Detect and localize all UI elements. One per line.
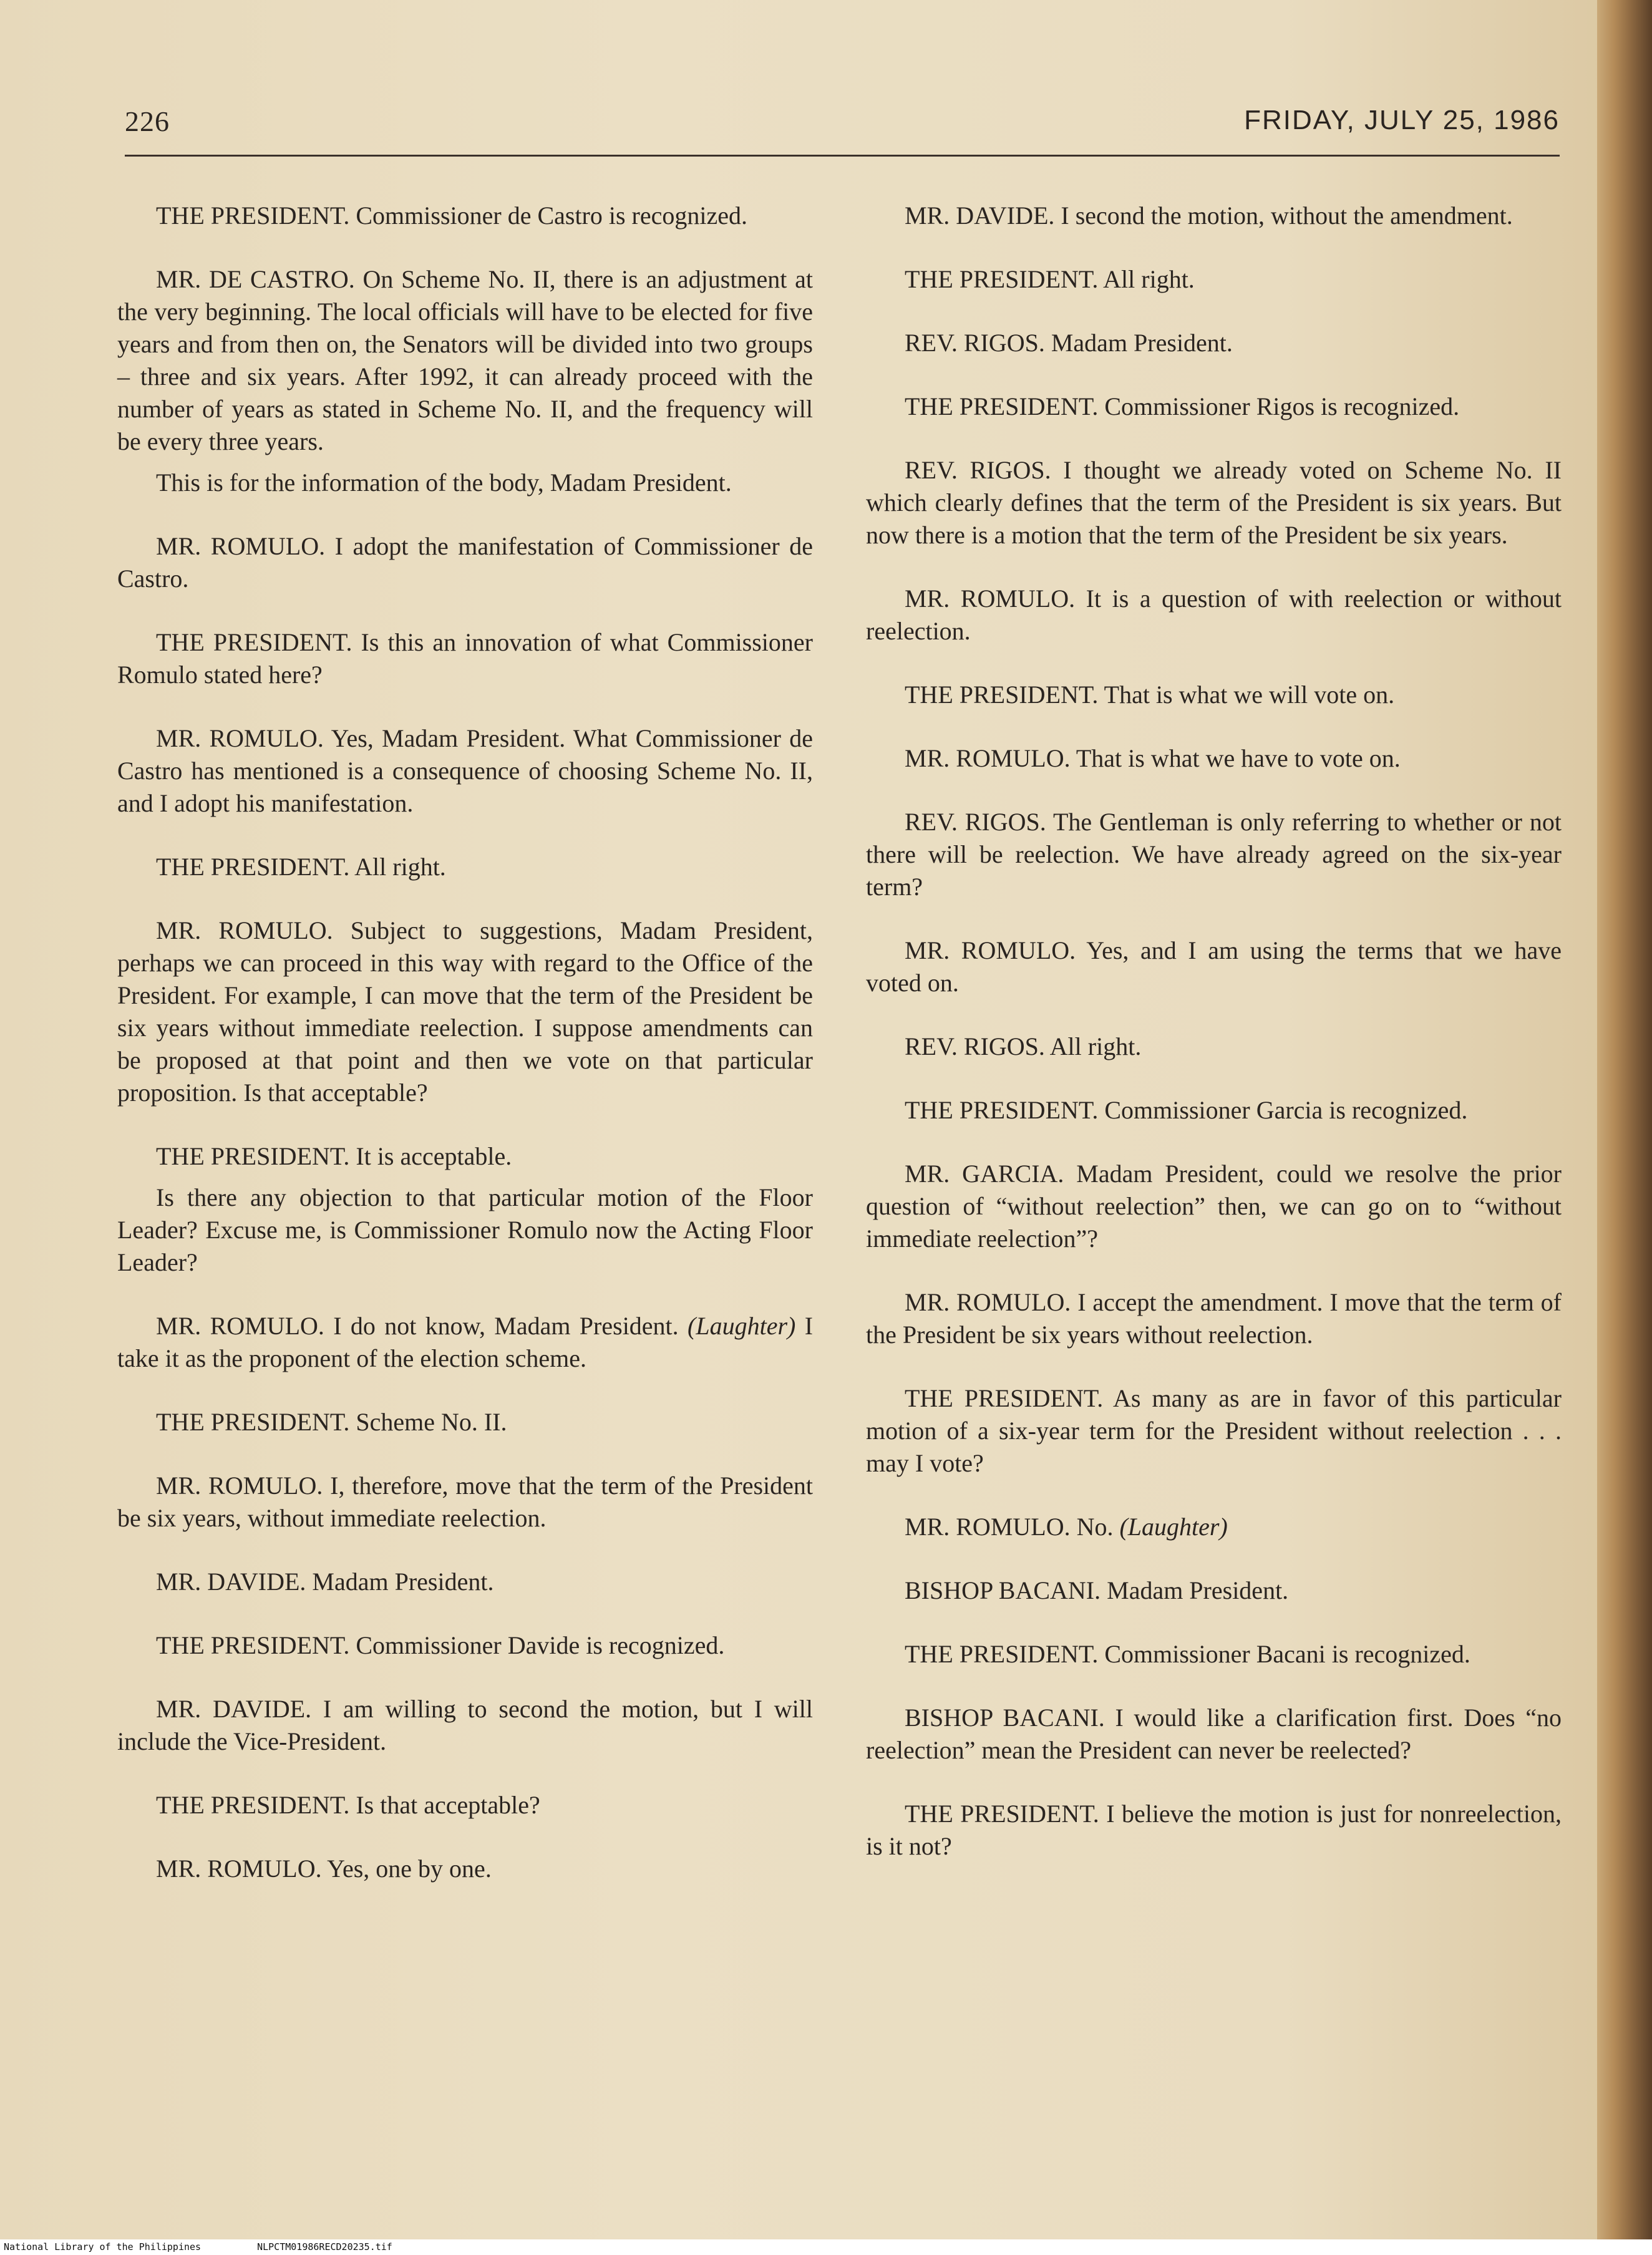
paragraph-text: THE PRESIDENT. Commissioner Garcia is recognized.	[905, 1096, 1468, 1124]
paragraph-text: BISHOP BACANI. I would like a clarification first. Does “no reelection” mean the President can never be reelected?	[866, 1704, 1562, 1764]
paragraph-text: REV. RIGOS. The Gentleman is only referring to whether or not there will be reelection. We have already agreed on the six-year term?	[866, 808, 1562, 901]
paragraph-text: Is there any objection to that particular motion of the Floor Leader? Excuse me, is Commissioner Romulo now the Acting Floor Leader?	[117, 1183, 813, 1276]
file-label: NLPCTM01986RECD20235.tif	[257, 2241, 392, 2253]
transcript-paragraph	[866, 390, 1562, 423]
transcript-paragraph	[866, 1382, 1562, 1480]
transcript-paragraph	[117, 467, 813, 499]
transcript-paragraph	[117, 1789, 813, 1821]
transcript-paragraph	[117, 200, 813, 232]
page-header	[125, 105, 1560, 155]
book-binding-edge	[1597, 0, 1652, 2239]
page-date: FRIDAY, JULY 25, 1986	[1244, 105, 1560, 135]
paragraph-text: This is for the information of the body, Madam President.	[156, 468, 732, 497]
paragraph-text: REV. RIGOS. I thought we already voted on Scheme No. II which clearly defines that the term of the President is six years. But now there is a motion that the term of the President be six years.	[866, 456, 1562, 549]
paragraph-text: THE PRESIDENT. That is what we will vote on.	[905, 681, 1395, 709]
right-column	[866, 200, 1562, 1894]
paragraph-text: THE PRESIDENT. I believe the motion is just for nonreelection, is it not?	[866, 1800, 1562, 1860]
transcript-paragraph	[866, 742, 1562, 775]
transcript-paragraph	[866, 454, 1562, 551]
transcript-paragraph	[866, 1158, 1562, 1255]
transcript-paragraph	[117, 1470, 813, 1535]
paragraph-text: THE PRESIDENT. All right.	[905, 265, 1195, 293]
paragraph-text: MR. DAVIDE. Madam President.	[156, 1568, 494, 1596]
stage-direction: (Laughter)	[1119, 1513, 1228, 1541]
transcript-paragraph	[117, 1566, 813, 1598]
transcript-paragraph	[866, 1031, 1562, 1063]
library-label: National Library of the Philippines	[4, 2241, 202, 2253]
scan-footer	[0, 2239, 1652, 2255]
paragraph-text: REV. RIGOS. All right.	[905, 1032, 1142, 1060]
transcript-paragraph	[866, 1638, 1562, 1671]
paragraph-text: THE PRESIDENT. Commissioner Davide is recognized.	[156, 1631, 725, 1659]
left-column	[117, 200, 813, 1916]
paragraph-text: MR. ROMULO. I, therefore, move that the term of the President be six years, without immediate reelection.	[117, 1472, 813, 1532]
transcript-paragraph	[866, 263, 1562, 296]
transcript-paragraph	[117, 626, 813, 691]
transcript-paragraph	[117, 1693, 813, 1758]
paragraph-text: MR. ROMULO. I accept the amendment. I move that the term of the President be six years without reelection.	[866, 1288, 1562, 1349]
paragraph-text: THE PRESIDENT. Is this an innovation of what Commissioner Romulo stated here?	[117, 628, 813, 689]
paragraph-text: MR. DAVIDE. I second the motion, without the amendment.	[905, 201, 1513, 230]
transcript-paragraph	[866, 1511, 1562, 1543]
paragraph-text: THE PRESIDENT. Is that acceptable?	[156, 1791, 540, 1819]
paragraph-text: THE PRESIDENT. Commissioner Bacani is recognized.	[905, 1640, 1470, 1668]
paragraph-text: MR. ROMULO. Yes, one by one.	[156, 1855, 492, 1883]
paragraph-text: THE PRESIDENT. As many as are in favor of this particular motion of a six-year term for the President without reelection . . . may I vote?	[866, 1384, 1562, 1477]
paragraph-text: MR. DE CASTRO. On Scheme No. II, there is an adjustment at the very beginning. The local officials will have to be elected for five years and from then on, the Senators will be divided into two groups – three and six years. After 1992, it can already proceed with the number of years as stated in Scheme No. II, and the frequency will be every three years.	[117, 265, 813, 455]
paragraph-text: MR. ROMULO. I do not know, Madam President.	[156, 1312, 679, 1340]
paragraph-text: THE PRESIDENT. It is acceptable.	[156, 1142, 512, 1170]
transcript-paragraph	[866, 327, 1562, 359]
transcript-paragraph	[117, 851, 813, 883]
paragraph-text: MR. ROMULO. Subject to suggestions, Madam President, perhaps we can proceed in this way with regard to the Office of the President. For example, I can move that the term of the President be six years without immediate reelection. I suppose amendments can be proposed at that point and then we vote on that particular proposition. Is that acceptable?	[117, 916, 813, 1107]
paragraph-text: THE PRESIDENT. Commissioner Rigos is recognized.	[905, 392, 1460, 420]
paragraph-text: MR. ROMULO. That is what we have to vote on.	[905, 744, 1401, 772]
paragraph-text: MR. GARCIA. Madam President, could we resolve the prior question of “without reelection” then, we can go on to “without immediate reelection”?	[866, 1160, 1562, 1253]
paragraph-text: REV. RIGOS. Madam President.	[905, 329, 1233, 357]
transcript-paragraph	[117, 1629, 813, 1662]
transcript-paragraph	[866, 934, 1562, 999]
transcript-paragraph	[117, 530, 813, 595]
stage-direction: (Laughter)	[688, 1312, 796, 1340]
transcript-paragraph	[866, 1702, 1562, 1767]
transcript-paragraph	[866, 1286, 1562, 1351]
paragraph-text-continued: I take it as the proponent of the election scheme.	[117, 1312, 814, 1372]
paragraph-text: THE PRESIDENT. All right.	[156, 853, 446, 881]
transcript-paragraph	[866, 1798, 1562, 1863]
page-number: 226	[125, 105, 170, 137]
header-rule	[125, 155, 1560, 157]
transcript-paragraph	[117, 1406, 813, 1438]
transcript-paragraph	[866, 679, 1562, 711]
transcript-paragraph	[117, 1853, 813, 1885]
transcript-paragraph	[866, 200, 1562, 232]
transcript-paragraph	[866, 1574, 1562, 1607]
transcript-paragraph	[117, 263, 813, 458]
paragraph-text: THE PRESIDENT. Scheme No. II.	[156, 1408, 507, 1436]
transcript-paragraph	[866, 1094, 1562, 1127]
paragraph-text: MR. ROMULO. It is a question of with reelection or without reelection.	[866, 584, 1562, 645]
transcript-paragraph	[866, 806, 1562, 903]
paragraph-text: MR. DAVIDE. I am willing to second the motion, but I will include the Vice-President.	[117, 1695, 813, 1755]
paragraph-text: MR. ROMULO. No.	[905, 1513, 1114, 1541]
paragraph-text: MR. ROMULO. Yes, and I am using the terms that we have voted on.	[866, 936, 1562, 997]
transcript-paragraph	[117, 1181, 813, 1279]
transcript-paragraph	[117, 1140, 813, 1173]
paragraph-text: MR. ROMULO. I adopt the manifestation of Commissioner de Castro.	[117, 532, 813, 593]
transcript-paragraph	[117, 722, 813, 820]
transcript-paragraph	[866, 583, 1562, 647]
transcript-paragraph	[117, 1310, 813, 1375]
paragraph-text: MR. ROMULO. Yes, Madam President. What Commissioner de Castro has mentioned is a consequence of choosing Scheme No. II, and I adopt his manifestation.	[117, 724, 813, 817]
paragraph-text: THE PRESIDENT. Commissioner de Castro is recognized.	[156, 201, 748, 230]
paragraph-text: BISHOP BACANI. Madam President.	[905, 1576, 1289, 1604]
transcript-paragraph	[117, 914, 813, 1109]
